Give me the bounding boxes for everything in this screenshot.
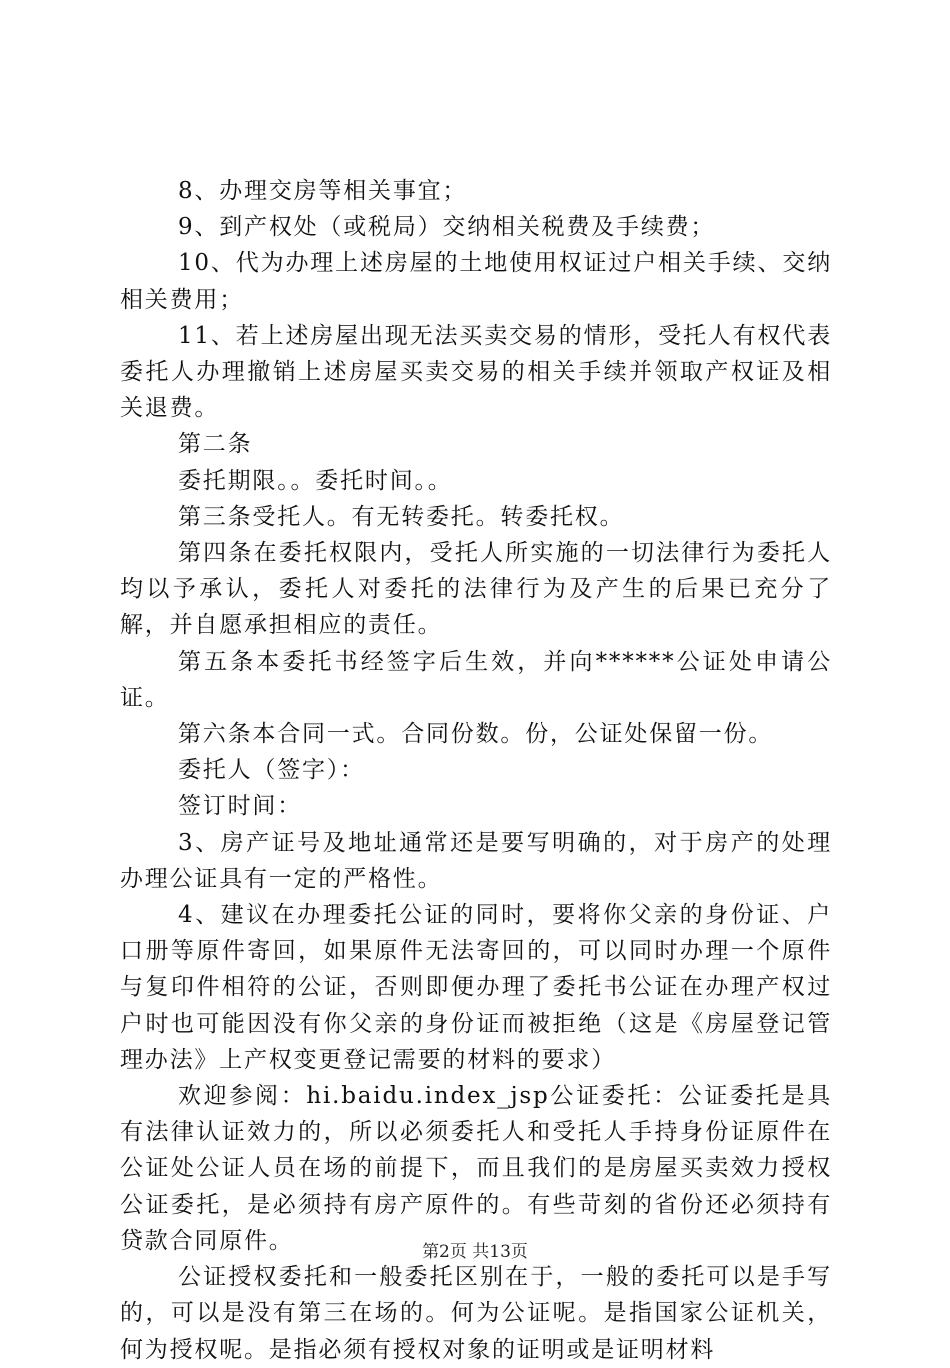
- paragraph: 第六条本合同一式。合同份数。份，公证处保留一份。: [178, 721, 774, 748]
- paragraph: 欢迎参阅：hi.baidu.index_jsp公证委托：公证委托是具有法律认证效力的，所以必须委托人和受托人手持身份证原件在公证处公证人员在场的前提下，而且我们的是房屋买卖效力授权公证委托，是必须持有房产原件的。有些苛刻的省份还必须持有贷款合同原件。: [120, 1083, 832, 1254]
- paragraph: 10、代为办理上述房屋的土地使用权证过户相关手续、交纳相关费用；: [120, 250, 832, 313]
- paragraph: 签订时间：: [178, 793, 302, 820]
- page-number-footer: 第2页 共13页: [422, 1242, 528, 1262]
- paragraph: 3、房产证号及地址通常还是要写明确的，对于房产的处理办理公证具有一定的严格性。: [120, 829, 832, 892]
- paragraph: 9、到产权处（或税局）交纳相关税费及手续费；: [178, 214, 716, 241]
- paragraph: 委托期限。。委托时间。。: [178, 467, 453, 494]
- paragraph: 第四条在委托权限内，受托人所实施的一切法律行为委托人均以予承认，委托人对委托的法律行为及产生的后果已充分了解，并自愿承担相应的责任。: [120, 540, 832, 639]
- document-body: [120, 173, 832, 1368]
- paragraph: 11、若上述房屋出现无法买卖交易的情形，受托人有权代表委托人办理撤销上述房屋买卖交易的相关手续并领取产权证及相关退费。: [120, 322, 832, 422]
- paragraph: 第五条本委托书经签字后生效，并向******公证处申请公证。: [120, 648, 832, 711]
- paragraph: 公证授权委托和一般委托区别在于，一般的委托可以是手写的，可以是没有第三在场的。何为公证呢。是指国家公证机关，何为授权呢。是指必须有授权对象的证明或是证明材料: [120, 1264, 832, 1363]
- paragraph: 8、办理交房等相关事宜；: [178, 178, 468, 204]
- paragraph: 第二条: [178, 431, 253, 458]
- paragraph: 4、建议在办理委托公证的同时，要将你父亲的身份证、户口册等原件寄回，如果原件无法寄回的，可以同时办理一个原件与复印件相符的公证，否则即便办理了委托书公证在办理产权过户时也可能因没有你父亲的身份证而被拒绝（这是《房屋登记管理办法》上产权变更登记需要的材料的要求）: [120, 902, 832, 1073]
- paragraph: 委托人（签字）：: [178, 757, 365, 784]
- paragraph: 第三条受托人。有无转委托。转委托权。: [178, 503, 625, 530]
